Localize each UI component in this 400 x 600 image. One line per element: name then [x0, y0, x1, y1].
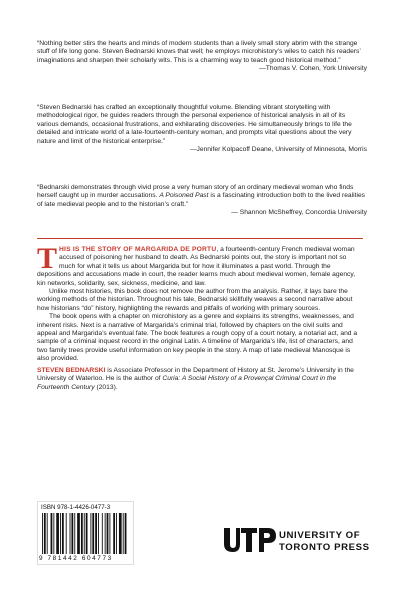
book-title-italic: A Poisoned Past: [159, 192, 209, 200]
utp-logo-icon: [223, 527, 277, 553]
blurb-deane: [37, 104, 367, 154]
blurb-mcsheffrey: [37, 184, 367, 218]
blurb-text: “Nothing better stirs the hearts and minds of modern students than a lively small story abrim with the strange stuff of life long gone. Steven Bednarski knows that well; he employs microhistory’s wiles to catch his readers’ imaginations and sharpen their scholarly wits. This is a charming way to teach good historical method.”: [37, 40, 361, 64]
drop-cap: T: [37, 242, 58, 275]
description-paragraph-2: Unlike most histories, this book does not remove the author from the analysis. Rather, it lays bare the working methods of the historian. Throughout his tale, Bednarski skillfully weaves a second narrative about how historians “do” history, highlighting the rewards and pitfalls of working with primary sources.: [37, 288, 353, 312]
blurb-text: “Bednarski demonstrates through vivid prose a very human story of an ordinary medieval woman who finds herself caught up in murder accusations. A Poisoned Past is a fascinating introduction both to the lived realities of late medieval people and to the historian’s craft.”: [37, 184, 366, 208]
author-name: STEVEN BEDNARSKI: [37, 366, 106, 374]
barcode: [37, 501, 134, 565]
blurb-cohen: [37, 40, 367, 74]
blurb-text: “Steven Bednarski has crafted an exceptionally thoughtful volume. Blending vibrant storytelling with methodological rigor, he guides readers through the personal experience of historical analysis in all of its various demands, occasional frustrations, and exhilarating discoveries. He simultaneously brings to life the detailed and intricate world of a late-fourteenth-century woman, and prompts vital questions about the very nature and limit of the historical enterprise.”: [37, 104, 352, 145]
publisher-name: [279, 530, 379, 553]
bio-book-title: Curia: A Social History of a Provençal Criminal Court in the Fourteenth Century: [37, 375, 337, 391]
blurb-attribution: —Jennifer Kolpacoff Deane, University of Minnesota, Morris: [189, 146, 367, 154]
blurb-attribution: — Shannon McSheffrey, Concordia University: [231, 209, 367, 217]
publisher-line-2: TORONTO PRESS: [279, 541, 370, 553]
blurb-attribution: —Thomas V. Cohen, York University: [259, 65, 367, 73]
barcode-bars: [42, 513, 129, 555]
description-paragraph-3: The book opens with a chapter on microhistory as a genre and explains its strengths, weaknesses, and inherent risks. Next is a narrative of Margarida’s criminal trial, followed by chapters on the civil suits and appeal and Margarida’s eventual fate. The book features a rough copy of a court notary, a notarial act, and a sample of a criminal inquest record in the original Latin. A timeline of Margarida’s life, list of characters, and two family trees provide useful information on key people in the story. A map of late medieval Manosque is also provided.: [37, 313, 358, 363]
barcode-digits: 9 781442 604773: [39, 555, 113, 562]
divider-rule: [37, 238, 363, 239]
lead-in: HIS IS THE STORY OF MARGARIDA DE PORTU: [59, 246, 217, 253]
author-bio: STEVEN BEDNARSKI is Associate Professor in the Department of History at St. Jerome’s University in the University of Waterloo. He is the author of Curia: A Social History of a Provençal Criminal Court in the Fourteenth Century (2013).: [37, 366, 354, 391]
book-description: [37, 242, 364, 392]
isbn-label: ISBN 978-1-4426-0477-3: [41, 504, 111, 511]
publisher-line-1: UNIVERSITY OF: [279, 530, 361, 541]
description-paragraph-1: THIS IS THE STORY OF MARGARIDA DE PORTU, a fourteenth-century French medieval woman accused of poisoning her husband to death. As Bednarski points out, the story is important not so much for what it tells us about Margarida but for how it illuminates a past world. Through the depositions and accusations made in court, the reader learns much about medieval women, female agency, kin networks, solidarity, sex, sickness, medicine, and law.: [37, 242, 356, 287]
